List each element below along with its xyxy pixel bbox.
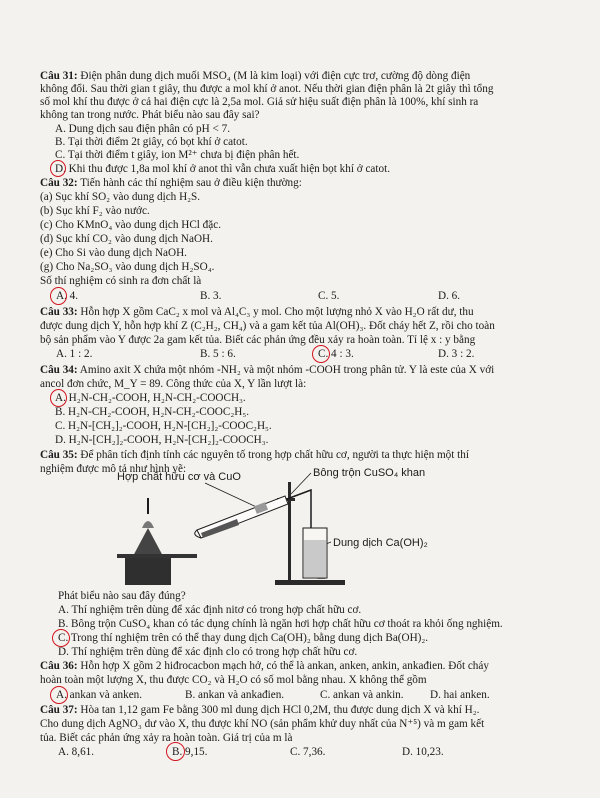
q33-option-c: C. 4 : 3. <box>318 348 354 360</box>
figure-label-cotton: Bông trộn CuSO₄ khan <box>313 468 426 479</box>
q33-line2: được dung dịch Y, hỗn hợp khí Z (C₂H₂, CH₄) và a gam kết tủa Al(OH)₃. Đốt cháy hết Z, rồi cho toàn <box>40 320 495 332</box>
q32-item-e: (e) Cho Si vào dung dịch NaOH. <box>40 247 187 259</box>
q32-option-a: A. 4. <box>56 290 79 302</box>
q33-option-d: D. 3 : 2. <box>438 348 475 360</box>
q36-option-b: B. ankan và ankađien. <box>185 689 285 701</box>
q34-option-b: B. H₂N-CH₂-COOH, H₂N-CH₂-COOC₂H₅. <box>55 406 250 418</box>
q37-line3: tủa. Biết các phản ứng xảy ra hoàn toàn. Giá trị của m là <box>40 732 293 744</box>
q37-line2: Cho dung dịch AgNO₃ dư vào X, thu được khí NO (sản phẩm khử duy nhất của N⁺⁵) và m gam kết <box>40 718 485 730</box>
q31-option-c: C. Tại thời điểm t giây, ion M²⁺ chưa bị điện phân hết. <box>55 149 300 161</box>
q34-option-a: A. H₂N-CH₂-COOH, H₂N-CH₂-COOCH₃. <box>55 392 246 404</box>
question-number: Câu 34: <box>40 364 78 376</box>
q32-line1: Câu 32: Tiến hành các thí nghiệm sau ở điều kiện thường: <box>40 177 302 189</box>
figure-label-compound: Hợp chất hữu cơ và CuO <box>117 471 241 483</box>
q32-option-b: B. 3. <box>200 290 222 302</box>
q35-option-d: D. Thí nghiệm trên dùng để xác định clo có trong hợp chất hữu cơ. <box>58 646 358 658</box>
answer-mark-circle <box>52 629 70 647</box>
q35-line2: nghiệm được mô tả như hình vẽ: <box>40 463 187 475</box>
answer-mark-circle <box>50 287 67 305</box>
q35-line1: Câu 35: Để phân tích định tính các nguyên tố trong hợp chất hữu cơ, người ta thực hiện một thí <box>40 449 469 461</box>
q32-option-d: D. 6. <box>438 290 461 302</box>
answer-mark-circle <box>50 686 68 704</box>
figure-label-solution: Dung dịch Ca(OH)₂ <box>333 537 428 549</box>
q34-option-d: D. H₂N-[CH₂]₂-COOH, H₂N-[CH₂]₂-COOCH₃. <box>55 434 269 446</box>
q36-option-a: A. ankan và anken. <box>56 689 143 701</box>
q33-option-b: B. 5 : 6. <box>200 348 236 360</box>
q37-option-c: C. 7,36. <box>290 746 326 758</box>
q32-item-c: (c) Cho KMnO₄ vào dung dịch HCl đặc. <box>40 219 222 231</box>
q35-option-c: C. Trong thí nghiệm trên có thể thay dung dịch Ca(OH)₂ bằng dung dịch Ba(OH)₂. <box>58 632 429 644</box>
q35-line3: Phát biểu nào sau đây đúng? <box>58 590 186 602</box>
q33-line3: bộ sản phẩm vào Y được 2a gam kết tủa. Biết các phản ứng đều xảy ra hoàn toàn. Tỉ lệ x : y bằng <box>40 334 476 346</box>
q37-option-d: D. 10,23. <box>402 746 444 758</box>
q34-line1: Câu 34: Amino axit X chứa một nhóm -NH₂ và một nhóm -COOH trong phân tử. Y là este của X với <box>40 364 495 376</box>
q31-line1: Câu 31: Điện phân dung dịch muối MSO₄ (M là kim loại) với điện cực trơ, cường độ dòng điện <box>40 70 471 82</box>
q36-option-d: D. hai anken. <box>430 689 490 701</box>
q37-line1: Câu 37: Hòa tan 1,12 gam Fe bằng 300 ml dung dịch HCl 0,2M, thu được dung dịch X và khí H₂. <box>40 704 480 716</box>
q32-item-d: (d) Sục khí CO₂ vào dung dịch NaOH. <box>40 233 213 245</box>
q32-line8: Số thí nghiệm có sinh ra đơn chất là <box>40 275 202 287</box>
question-number: Câu 31: <box>40 70 78 82</box>
question-number: Câu 32: <box>40 177 78 189</box>
q32-item-b: (b) Sục khí F₂ vào nước. <box>40 205 150 217</box>
question-number: Câu 33: <box>40 306 78 318</box>
q36-line1: Câu 36: Hỗn hợp X gồm 2 hiđrocacbon mạch hở, có thể là ankan, anken, ankin, ankađien. Đốt cháy <box>40 660 489 672</box>
q35-option-a: A. Thí nghiệm trên dùng để xác định nitơ có trong hợp chất hữu cơ. <box>58 604 362 616</box>
answer-mark-circle <box>50 160 66 177</box>
question-number: Câu 37: <box>40 704 78 716</box>
q32-item-g: (g) Cho Na₂SO₃ vào dung dịch H₂SO₄. <box>40 261 215 273</box>
question-number: Câu 35: <box>40 449 78 461</box>
q36-line2: hoàn toàn một lượng X, thu được CO₂ và H₂O có số mol bằng nhau. X không thể gồm <box>40 674 427 686</box>
answer-mark-circle <box>312 345 330 363</box>
q37-option-b: B. 9,15. <box>172 746 208 758</box>
q32-item-a: (a) Sục khí SO₂ vào dung dịch H₂S. <box>40 191 201 203</box>
q31-option-a: A. Dung dịch sau điện phân có pH < 7. <box>55 123 231 135</box>
q34-line2: ancol đơn chức, M_Y = 89. Công thức của X, Y lần lượt là: <box>40 378 307 390</box>
q34-option-c: C. H₂N-[CH₂]₂-COOH, H₂N-[CH₂]₂-COOC₂H₅. <box>55 420 272 432</box>
answer-mark-circle <box>50 389 67 407</box>
q31-option-b: B. Tại thời điểm 2t giây, có bọt khí ở catot. <box>55 136 248 148</box>
apparatus-figure <box>105 468 495 590</box>
q31-line2: không đổi. Sau thời gian t giây, thu được a mol khí ở anot. Nếu thời gian điện phân là 2t giây thì tổng <box>40 83 494 95</box>
q31-line3: số mol khí thu được ở cả hai điện cực là 2,5a mol. Giả sử hiệu suất điện phân là 100%, khí sinh ra <box>40 96 479 108</box>
q31-option-d: D. Khi thu được 1,8a mol khí ở anot thì vẫn chưa xuất hiện bọt khí ở catot. <box>55 163 390 175</box>
q36-option-c: C. ankan và ankin. <box>320 689 404 701</box>
question-number: Câu 36: <box>40 660 78 672</box>
q32-option-c: C. 5. <box>318 290 340 302</box>
q33-option-a: A. 1 : 2. <box>56 348 93 360</box>
q35-option-b: B. Bông trộn CuSO₄ khan có tác dụng chính là ngăn hơi hợp chất hữu cơ thoát ra khỏi ống nghiệm. <box>58 618 503 630</box>
q37-option-a: A. 8,61. <box>58 746 95 758</box>
answer-mark-circle <box>166 742 185 761</box>
q33-line1: Câu 33: Hỗn hợp X gồm CaC₂ x mol và Al₄C₃ y mol. Cho một lượng nhỏ X vào H₂O rất dư, thu <box>40 306 474 318</box>
q31-line4: không tan trong nước. Phát biểu nào sau đây sai? <box>40 109 260 121</box>
